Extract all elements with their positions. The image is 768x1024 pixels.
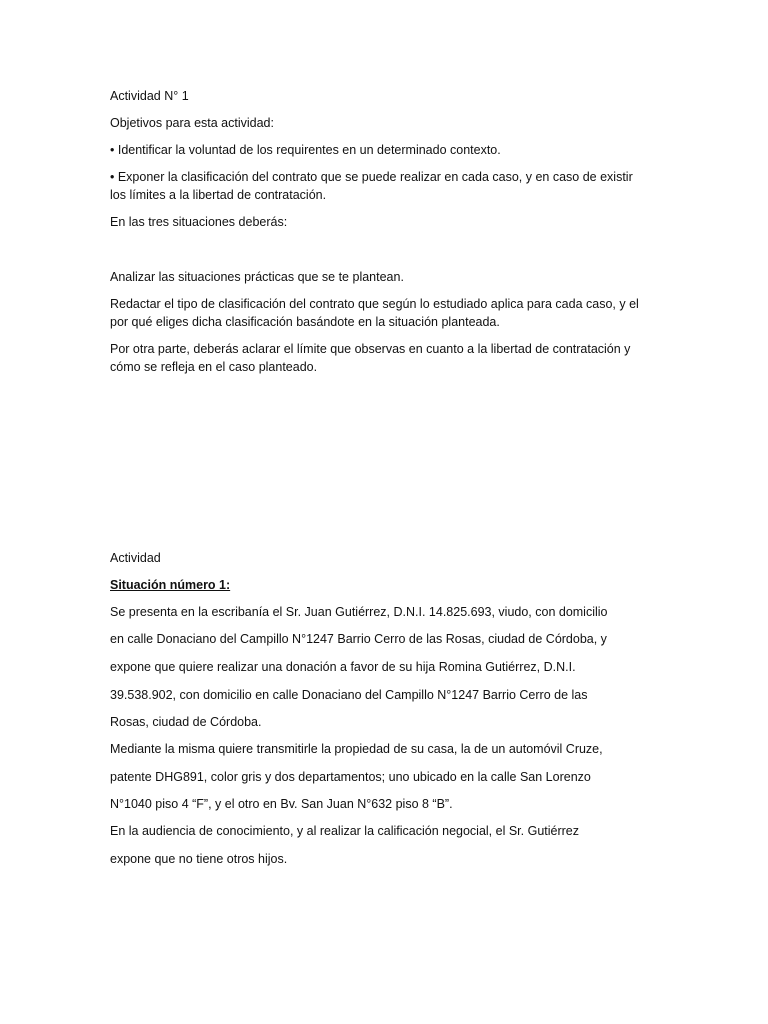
objective-bullet-2-line-2: los límites a la libertad de contratación. [110,188,327,202]
situation-line: Rosas, ciudad de Córdoba. [110,715,262,729]
situation-line: Se presenta en la escribanía el Sr. Juan Gutiérrez, D.N.I. 14.825.693, viudo, con domicilio [110,605,608,619]
instruction-3-line-1: Por otra parte, deberás aclarar el límite que observas en cuanto a la libertad de contratación y [110,342,631,356]
activity-subtitle: Actividad [110,551,161,565]
situation-line: Mediante la misma quiere transmitirle la propiedad de su casa, la de un automóvil Cruze, [110,742,603,756]
instruction-2-line-1: Redactar el tipo de clasificación del contrato que según lo estudiado aplica para cada caso, y el [110,297,639,311]
situation-line: en calle Donaciano del Campillo N°1247 Barrio Cerro de las Rosas, ciudad de Córdoba, y [110,632,607,646]
objective-bullet-2-line-1: • Exponer la clasificación del contrato que se puede realizar en cada caso, y en caso de existir [110,170,633,184]
objective-bullet-1: • Identificar la voluntad de los requirentes en un determinado contexto. [110,143,501,157]
situations-intro: En las tres situaciones deberás: [110,215,288,229]
instruction-1: Analizar las situaciones prácticas que se te plantean. [110,270,404,284]
situation-line: expone que quiere realizar una donación a favor de su hija Romina Gutiérrez, D.N.I. [110,660,576,674]
situation-line: N°1040 piso 4 “F”, y el otro en Bv. San Juan N°632 piso 8 “B”. [110,797,453,811]
situation-line: En la audiencia de conocimiento, y al realizar la calificación negocial, el Sr. Gutiérrez [110,824,579,838]
situation-heading: Situación número 1: [110,578,231,592]
situation-line: 39.538.902, con domicilio en calle Donaciano del Campillo N°1247 Barrio Cerro de las [110,688,588,702]
objectives-heading: Objetivos para esta actividad: [110,116,274,130]
situation-line: expone que no tiene otros hijos. [110,852,288,866]
activity-title: Actividad N° 1 [110,89,189,103]
instruction-3-line-2: cómo se refleja en el caso planteado. [110,360,318,374]
instruction-2-line-2: por qué eliges dicha clasificación basándote en la situación planteada. [110,315,500,329]
situation-line: patente DHG891, color gris y dos departamentos; uno ubicado en la calle San Lorenzo [110,770,591,784]
